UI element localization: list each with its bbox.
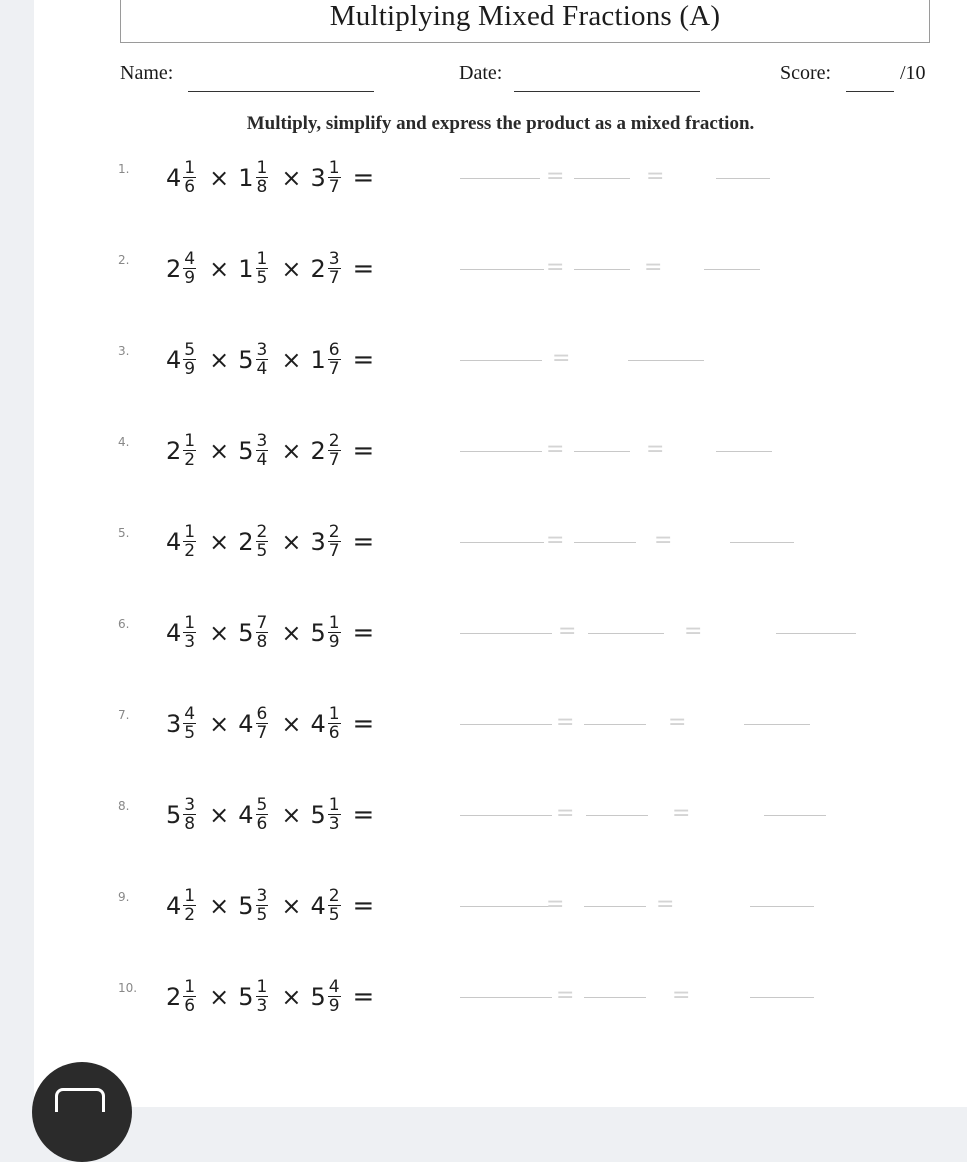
answer-blank[interactable]: [460, 815, 552, 816]
answer-blank[interactable]: [460, 997, 552, 998]
faint-equals-sign: =: [546, 164, 565, 189]
numerator: 1: [328, 613, 340, 633]
problem-expression: [166, 603, 386, 663]
equals-sign: =: [352, 800, 375, 830]
whole-number: 2: [166, 437, 182, 465]
whole-number: 5: [238, 983, 254, 1011]
times-sign: ×: [209, 619, 230, 647]
score-label: Score:: [780, 62, 832, 84]
numerator: 3: [184, 795, 196, 815]
fraction: [183, 706, 196, 742]
equals-sign: =: [352, 618, 375, 648]
problem-expression: [166, 239, 386, 299]
problem-number: 8.: [118, 799, 130, 813]
answer-blank[interactable]: [584, 997, 646, 998]
answer-blank[interactable]: [460, 451, 542, 452]
fraction: [256, 342, 269, 378]
denominator: 5: [256, 268, 268, 288]
faint-equals-sign: =: [668, 710, 687, 735]
answer-blank[interactable]: [764, 815, 826, 816]
whole-number: 2: [166, 983, 182, 1011]
equals-sign: =: [352, 527, 375, 557]
faint-equals-sign: =: [556, 983, 575, 1008]
times-sign: ×: [281, 710, 302, 738]
worksheet-page: [34, 0, 967, 1107]
whole-number: 5: [166, 801, 182, 829]
answer-blank[interactable]: [716, 178, 770, 179]
numerator: 1: [256, 158, 268, 178]
whole-number: 5: [238, 892, 254, 920]
fraction: [256, 433, 269, 469]
times-sign: ×: [281, 164, 302, 192]
numerator: 4: [184, 704, 196, 724]
whole-number: 4: [166, 164, 182, 192]
fraction: [328, 160, 341, 196]
denominator: 7: [328, 268, 340, 288]
whole-number: 5: [310, 801, 326, 829]
faint-equals-sign: =: [672, 983, 691, 1008]
faint-equals-sign: =: [552, 346, 571, 371]
numerator: 1: [184, 613, 196, 633]
fraction: [183, 979, 196, 1015]
faint-equals-sign: =: [646, 437, 665, 462]
times-sign: ×: [209, 710, 230, 738]
fraction: [256, 251, 269, 287]
whole-number: 4: [238, 710, 254, 738]
denominator: 6: [328, 723, 340, 743]
faint-equals-sign: =: [644, 255, 663, 280]
faint-equals-sign: =: [546, 437, 565, 462]
problem-number: 1.: [118, 162, 130, 176]
numerator: 3: [328, 249, 340, 269]
briefcase-icon: [55, 1088, 105, 1112]
equals-sign: =: [352, 982, 375, 1012]
whole-number: 4: [238, 801, 254, 829]
denominator: 4: [256, 359, 268, 379]
worksheet-title: Multiplying Mixed Fractions (A): [329, 0, 721, 32]
denominator: 3: [328, 814, 340, 834]
answer-blank[interactable]: [750, 997, 814, 998]
answer-blank[interactable]: [628, 360, 704, 361]
times-sign: ×: [209, 892, 230, 920]
problem-number: 7.: [118, 708, 130, 722]
answer-blank[interactable]: [586, 815, 648, 816]
denominator: 9: [184, 268, 196, 288]
whole-number: 5: [310, 619, 326, 647]
fraction: [328, 706, 341, 742]
times-sign: ×: [209, 437, 230, 465]
answer-blank[interactable]: [574, 451, 630, 452]
fraction: [183, 251, 196, 287]
numerator: 1: [328, 795, 340, 815]
whole-number: 1: [238, 164, 254, 192]
denominator: 8: [256, 177, 268, 197]
answer-blank[interactable]: [584, 724, 646, 725]
whole-number: 3: [310, 164, 326, 192]
date-label: Date:: [459, 62, 503, 84]
whole-number: 4: [166, 346, 182, 374]
fraction: [256, 160, 269, 196]
times-sign: ×: [281, 892, 302, 920]
answer-blank[interactable]: [460, 269, 544, 270]
fraction: [183, 524, 196, 560]
whole-number: 2: [238, 528, 254, 556]
times-sign: ×: [281, 437, 302, 465]
answer-blank[interactable]: [460, 906, 552, 907]
denominator: 8: [256, 632, 268, 652]
fraction: [183, 433, 196, 469]
whole-number: 2: [166, 255, 182, 283]
denominator: 4: [256, 450, 268, 470]
numerator: 2: [328, 886, 340, 906]
problem-expression: [166, 785, 386, 845]
faint-equals-sign: =: [646, 164, 665, 189]
fraction: [256, 524, 269, 560]
whole-number: 4: [166, 528, 182, 556]
denominator: 7: [328, 177, 340, 197]
faint-equals-sign: =: [556, 710, 575, 735]
numerator: 1: [328, 158, 340, 178]
floating-action-button[interactable]: [32, 1062, 132, 1162]
fraction: [328, 615, 341, 651]
denominator: 7: [328, 359, 340, 379]
faint-equals-sign: =: [546, 255, 565, 280]
problem-row: [118, 603, 918, 663]
fraction: [328, 433, 341, 469]
fraction: [183, 888, 196, 924]
problem-number: 6.: [118, 617, 130, 631]
numerator: 2: [256, 522, 268, 542]
numerator: 1: [184, 431, 196, 451]
numerator: 3: [256, 431, 268, 451]
problem-row: [118, 512, 918, 572]
denominator: 5: [256, 541, 268, 561]
fraction: [183, 615, 196, 651]
denominator: 9: [184, 359, 196, 379]
times-sign: ×: [209, 255, 230, 283]
denominator: 2: [184, 541, 196, 561]
faint-equals-sign: =: [654, 528, 673, 553]
problem-expression: [166, 148, 386, 208]
problem-number: 9.: [118, 890, 130, 904]
answer-blank[interactable]: [588, 633, 664, 634]
equals-sign: =: [352, 891, 375, 921]
problem-number: 5.: [118, 526, 130, 540]
denominator: 3: [256, 996, 268, 1016]
faint-equals-sign: =: [558, 619, 577, 644]
whole-number: 1: [238, 255, 254, 283]
denominator: 7: [328, 541, 340, 561]
answer-blank[interactable]: [460, 633, 552, 634]
fraction: [256, 706, 269, 742]
numerator: 6: [256, 704, 268, 724]
denominator: 9: [328, 996, 340, 1016]
numerator: 5: [256, 795, 268, 815]
times-sign: ×: [209, 528, 230, 556]
denominator: 5: [184, 723, 196, 743]
equals-sign: =: [352, 436, 375, 466]
whole-number: 3: [310, 528, 326, 556]
times-sign: ×: [281, 983, 302, 1011]
numerator: 1: [256, 977, 268, 997]
faint-equals-sign: =: [672, 801, 691, 826]
numerator: 6: [328, 340, 340, 360]
denominator: 6: [256, 814, 268, 834]
answer-blank[interactable]: [744, 724, 810, 725]
equals-sign: =: [352, 254, 375, 284]
numerator: 4: [184, 249, 196, 269]
numerator: 3: [256, 886, 268, 906]
problem-expression: [166, 512, 386, 572]
answer-blank[interactable]: [776, 633, 856, 634]
fraction: [328, 524, 341, 560]
times-sign: ×: [209, 346, 230, 374]
times-sign: ×: [281, 619, 302, 647]
problem-row: [118, 239, 918, 299]
whole-number: 3: [166, 710, 182, 738]
whole-number: 4: [166, 892, 182, 920]
whole-number: 5: [238, 346, 254, 374]
numerator: 1: [256, 249, 268, 269]
equals-sign: =: [352, 345, 375, 375]
times-sign: ×: [281, 801, 302, 829]
whole-number: 4: [310, 892, 326, 920]
numerator: 3: [256, 340, 268, 360]
faint-equals-sign: =: [556, 801, 575, 826]
numerator: 1: [328, 704, 340, 724]
times-sign: ×: [281, 346, 302, 374]
problem-number: 2.: [118, 253, 130, 267]
numerator: 1: [184, 886, 196, 906]
answer-blank[interactable]: [574, 269, 630, 270]
equals-sign: =: [352, 709, 375, 739]
whole-number: 2: [310, 255, 326, 283]
numerator: 2: [328, 431, 340, 451]
faint-equals-sign: =: [546, 892, 565, 917]
fraction: [256, 979, 269, 1015]
problem-number: 3.: [118, 344, 130, 358]
denominator: 3: [184, 632, 196, 652]
whole-number: 5: [238, 619, 254, 647]
problem-number: 10.: [118, 981, 138, 995]
times-sign: ×: [209, 801, 230, 829]
times-sign: ×: [281, 255, 302, 283]
problem-expression: [166, 421, 386, 481]
fraction: [256, 797, 269, 833]
whole-number: 5: [238, 437, 254, 465]
fraction: [328, 888, 341, 924]
times-sign: ×: [209, 164, 230, 192]
faint-equals-sign: =: [546, 528, 565, 553]
numerator: 2: [328, 522, 340, 542]
denominator: 2: [184, 450, 196, 470]
fraction: [256, 888, 269, 924]
answer-blank[interactable]: [730, 542, 794, 543]
score-total: /10: [900, 62, 926, 84]
answer-blank[interactable]: [750, 906, 814, 907]
fraction: [328, 797, 341, 833]
problem-row: [118, 330, 918, 390]
problem-row: [118, 148, 918, 208]
whole-number: 1: [310, 346, 326, 374]
equals-sign: =: [352, 163, 375, 193]
faint-equals-sign: =: [656, 892, 675, 917]
fraction: [328, 251, 341, 287]
title-box: [120, 0, 930, 43]
numerator: 1: [184, 977, 196, 997]
answer-blank[interactable]: [716, 451, 772, 452]
times-sign: ×: [209, 983, 230, 1011]
problem-row: [118, 694, 918, 754]
numerator: 7: [256, 613, 268, 633]
answer-blank[interactable]: [460, 360, 542, 361]
denominator: 6: [184, 996, 196, 1016]
answer-blank[interactable]: [574, 542, 636, 543]
problem-row: [118, 967, 918, 1027]
denominator: 7: [256, 723, 268, 743]
problem-expression: [166, 330, 386, 390]
fraction: [328, 979, 341, 1015]
fraction: [183, 160, 196, 196]
answer-blank[interactable]: [460, 724, 552, 725]
answer-blank[interactable]: [704, 269, 760, 270]
answer-blank[interactable]: [574, 178, 630, 179]
problem-expression: [166, 967, 386, 1027]
instructions: Multiply, simplify and express the product as a mixed fraction.: [246, 113, 755, 134]
whole-number: 4: [310, 710, 326, 738]
answer-blank[interactable]: [584, 906, 646, 907]
name-field[interactable]: [188, 91, 374, 92]
problem-expression: [166, 694, 386, 754]
problem-number: 4.: [118, 435, 130, 449]
faint-equals-sign: =: [684, 619, 703, 644]
score-field[interactable]: [846, 91, 894, 92]
denominator: 5: [256, 905, 268, 925]
whole-number: 5: [310, 983, 326, 1011]
fraction: [183, 797, 196, 833]
denominator: 9: [328, 632, 340, 652]
problem-row: [118, 876, 918, 936]
whole-number: 2: [310, 437, 326, 465]
fraction: [256, 615, 269, 651]
problem-expression: [166, 876, 386, 936]
denominator: 2: [184, 905, 196, 925]
answer-blank[interactable]: [460, 178, 540, 179]
numerator: 1: [184, 158, 196, 178]
times-sign: ×: [281, 528, 302, 556]
denominator: 5: [328, 905, 340, 925]
date-field[interactable]: [514, 91, 700, 92]
answer-blank[interactable]: [460, 542, 544, 543]
fraction: [328, 342, 341, 378]
numerator: 4: [328, 977, 340, 997]
problem-row: [118, 785, 918, 845]
name-label: Name:: [120, 62, 174, 84]
whole-number: 4: [166, 619, 182, 647]
denominator: 8: [184, 814, 196, 834]
numerator: 5: [184, 340, 196, 360]
denominator: 6: [184, 177, 196, 197]
problem-row: [118, 421, 918, 481]
numerator: 1: [184, 522, 196, 542]
fraction: [183, 342, 196, 378]
denominator: 7: [328, 450, 340, 470]
